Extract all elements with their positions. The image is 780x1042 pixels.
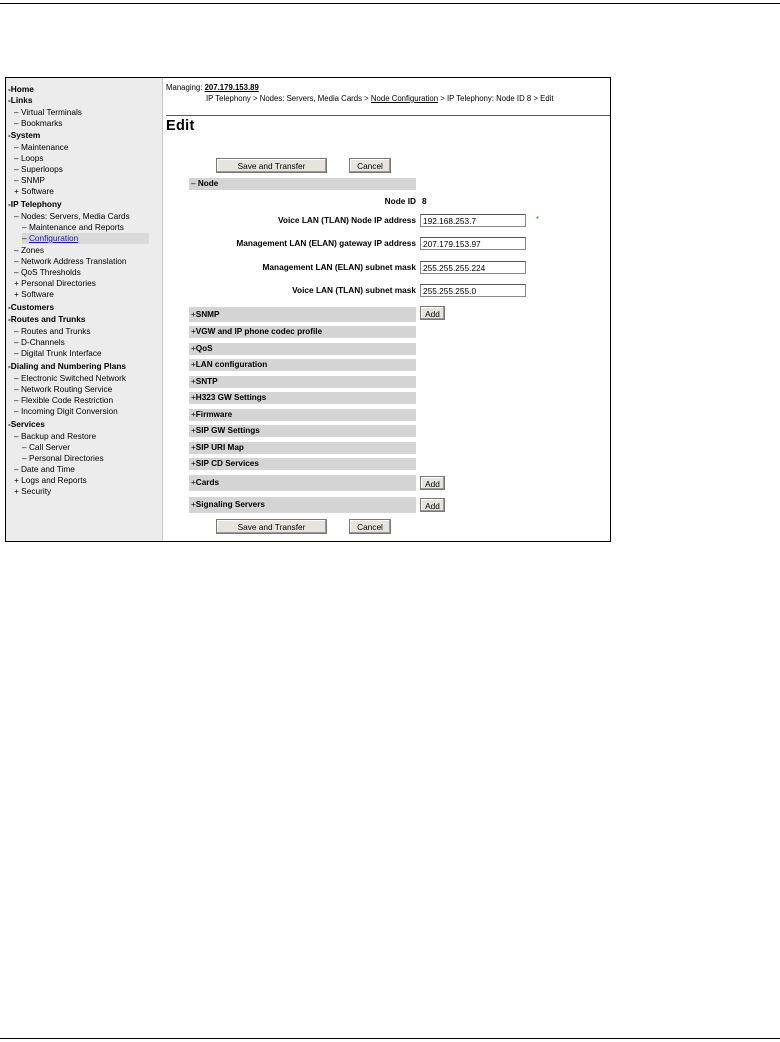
elan-subnet-label: Management LAN (ELAN) subnet mask xyxy=(262,262,416,272)
page-title: Edit xyxy=(166,118,195,134)
breadcrumb-ip-telephony: IP Telephony xyxy=(206,94,251,103)
sidebar-item-software-ip[interactable]: + Software xyxy=(14,289,54,299)
sidebar-item-routes-trunks-group[interactable]: -Routes and Trunks xyxy=(8,314,86,324)
sidebar-item-security[interactable]: + Security xyxy=(14,486,52,496)
section-lan-configuration[interactable]: +LAN configuration xyxy=(189,359,416,371)
breadcrumb-node-id: IP Telephony: Node ID 8 xyxy=(446,94,532,103)
add-cards-button[interactable]: Add xyxy=(420,476,445,490)
main-content xyxy=(162,78,610,541)
page-bottom-rule xyxy=(0,1038,780,1039)
sidebar-item-personal-directories[interactable]: + Personal Directories xyxy=(14,278,96,288)
sidebar-item-call-server[interactable]: – Call Server xyxy=(22,442,70,452)
required-mark: * xyxy=(536,215,540,224)
node-id-label: Node ID xyxy=(384,196,416,206)
sidebar-item-links[interactable]: -Links xyxy=(8,95,33,105)
sidebar-item-loops[interactable]: – Loops xyxy=(14,153,44,163)
screenshot-frame xyxy=(5,77,611,542)
breadcrumb-node-configuration[interactable]: Node Configuration xyxy=(370,94,439,103)
add-signaling-servers-button[interactable]: Add xyxy=(420,498,445,512)
section-qos[interactable]: +QoS xyxy=(189,343,416,355)
section-vgw-codec[interactable]: +VGW and IP phone codec profile xyxy=(189,326,416,338)
sidebar-item-home[interactable]: -Home xyxy=(8,84,34,94)
tlan-subnet-input[interactable] xyxy=(420,284,526,297)
section-h323-gw[interactable]: +H323 GW Settings xyxy=(189,392,416,404)
sidebar-item-digital-trunk-interface[interactable]: – Digital Trunk Interface xyxy=(14,348,102,358)
managing-label: Managing: xyxy=(166,83,203,92)
sidebar-item-maintenance-reports[interactable]: – Maintenance and Reports xyxy=(22,222,124,232)
section-snmp[interactable]: +SNMP xyxy=(189,307,416,322)
tlan-ip-label: Voice LAN (TLAN) Node IP address xyxy=(278,215,416,225)
sidebar-item-customers[interactable]: -Customers xyxy=(8,302,55,312)
cancel-button-top[interactable]: Cancel xyxy=(349,158,391,173)
sidebar-item-ip-telephony[interactable]: -IP Telephony xyxy=(8,199,62,209)
sidebar-item-maintenance[interactable]: – Maintenance xyxy=(14,142,69,152)
sidebar-item-virtual-terminals[interactable]: – Virtual Terminals xyxy=(14,107,82,117)
tlan-node-ip-input[interactable] xyxy=(420,214,526,227)
elan-subnet-input[interactable] xyxy=(420,261,526,274)
sidebar-item-system[interactable]: -System xyxy=(8,130,41,140)
sidebar-item-esn[interactable]: – Electronic Switched Network xyxy=(14,373,127,383)
node-id-value: 8 xyxy=(422,196,427,206)
section-sip-cd-services[interactable]: +SIP CD Services xyxy=(189,458,416,470)
section-firmware[interactable]: +Firmware xyxy=(189,409,416,421)
breadcrumb-edit: Edit xyxy=(540,94,554,103)
breadcrumb: IP Telephony > Nodes: Servers, Media Cards > Node Configuration > IP Telephony: Node ID 8 > Edit xyxy=(206,94,554,103)
sidebar-nav xyxy=(6,78,163,541)
sidebar-item-nrs[interactable]: – Network Routing Service xyxy=(14,384,113,394)
sidebar-item-software[interactable]: + Software xyxy=(14,186,54,196)
add-snmp-button[interactable]: Add xyxy=(420,306,445,320)
managing-ip[interactable]: 207.179.153.89 xyxy=(204,83,259,92)
sidebar-item-zones[interactable]: – Zones xyxy=(14,245,44,255)
section-sip-gw[interactable]: +SIP GW Settings xyxy=(189,425,416,437)
page-top-rule xyxy=(0,3,780,4)
elan-gateway-input[interactable] xyxy=(420,237,526,250)
sidebar-item-d-channels[interactable]: – D-Channels xyxy=(14,337,65,347)
header-divider xyxy=(166,115,610,116)
sidebar-item-fcr[interactable]: – Flexible Code Restriction xyxy=(14,395,114,405)
sidebar-item-qos-thresholds[interactable]: – QoS Thresholds xyxy=(14,267,81,277)
sidebar-item-nat[interactable]: – Network Address Translation xyxy=(14,256,127,266)
section-signaling-servers[interactable]: +Signaling Servers xyxy=(189,497,416,513)
sidebar-item-logs-reports[interactable]: + Logs and Reports xyxy=(14,475,87,485)
sidebar-item-services[interactable]: -Services xyxy=(8,419,45,429)
section-sip-uri-map[interactable]: +SIP URI Map xyxy=(189,442,416,454)
sidebar-item-backup-restore[interactable]: – Backup and Restore xyxy=(14,431,97,441)
cancel-button-bottom[interactable]: Cancel xyxy=(349,519,391,534)
tlan-subnet-label: Voice LAN (TLAN) subnet mask xyxy=(292,285,416,295)
managing-line xyxy=(166,83,259,93)
save-and-transfer-button-bottom[interactable]: Save and Transfer xyxy=(216,519,327,534)
sidebar-item-personal-directories-backup[interactable]: – Personal Directories xyxy=(22,453,104,463)
sidebar-item-dialing-numbering[interactable]: -Dialing and Numbering Plans xyxy=(8,361,127,371)
sidebar-item-bookmarks[interactable]: – Bookmarks xyxy=(14,118,63,128)
sidebar-item-superloops[interactable]: – Superloops xyxy=(14,164,63,174)
section-cards[interactable]: +Cards xyxy=(189,475,416,491)
sidebar-item-nodes[interactable]: – Nodes: Servers, Media Cards xyxy=(14,211,130,221)
sidebar-item-date-time[interactable]: – Date and Time xyxy=(14,464,75,474)
save-and-transfer-button-top[interactable]: Save and Transfer xyxy=(216,158,327,173)
section-node-header[interactable]: – Node xyxy=(189,178,416,190)
sidebar-item-routes-trunks[interactable]: – Routes and Trunks xyxy=(14,326,91,336)
sidebar-item-idc[interactable]: – Incoming Digit Conversion xyxy=(14,406,118,416)
breadcrumb-nodes: Nodes: Servers, Media Cards xyxy=(259,94,362,103)
section-sntp[interactable]: +SNTP xyxy=(189,376,416,388)
sidebar-item-configuration[interactable]: – Configuration xyxy=(22,233,79,243)
sidebar-item-snmp[interactable]: – SNMP xyxy=(14,175,45,185)
elan-gateway-label: Management LAN (ELAN) gateway IP address xyxy=(236,238,416,248)
